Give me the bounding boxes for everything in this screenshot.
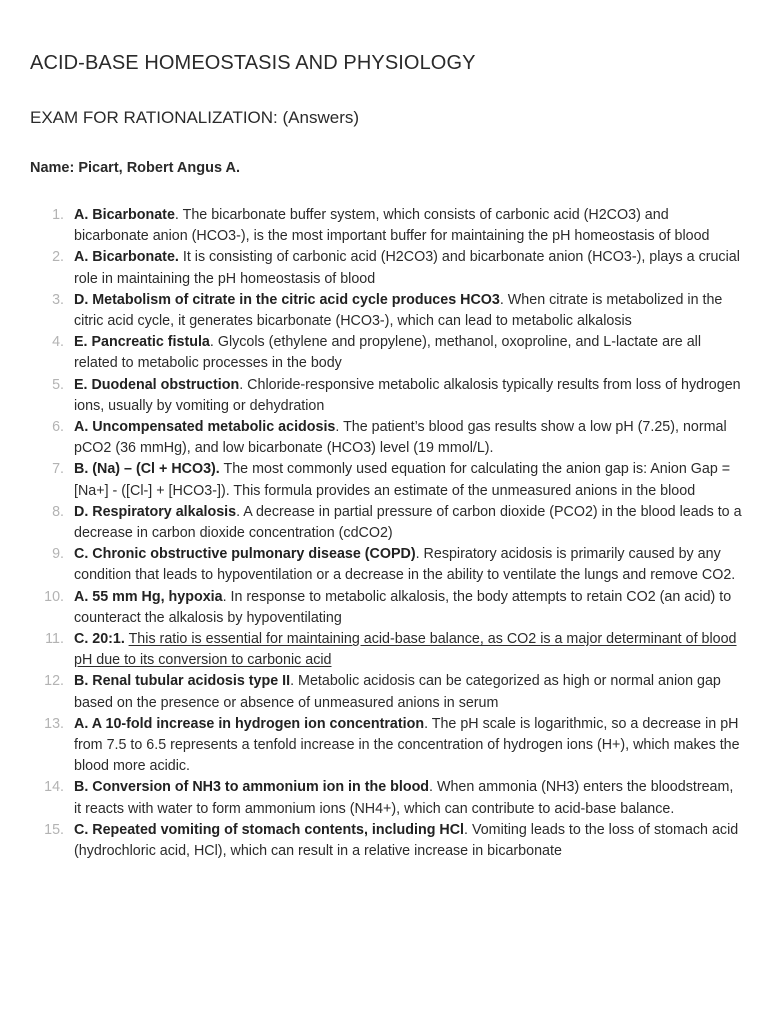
answer-item (30, 332, 742, 374)
answer-item (30, 544, 742, 586)
answer-explanation: It is consisting of carbonic acid (H2CO3) and bicarbonate anion (HCO3-), plays a crucial role in maintaining the pH homeostasis of blood (74, 249, 740, 287)
answer-explanation: . The patient’s blood gas results show a low pH (7.25), normal pCO2 (36 mmHg), and low bicarbonate (HCO3) level (19 mmol/L). (74, 419, 727, 457)
answer-item (30, 671, 742, 713)
item-number: 11. (45, 631, 64, 648)
item-number: 6. (52, 419, 64, 436)
answer-item (30, 459, 742, 501)
answer-explanation: . Vomiting leads to the loss of stomach acid (hydrochloric acid, HCl), which can result in a relative increase in bicarbonate (74, 821, 739, 860)
item-number: 1. (52, 207, 64, 223)
answer-choice: E. Pancreatic fistula (74, 334, 210, 351)
answer-explanation: . When citrate is metabolized in the citric acid cycle, it generates bicarbonate (HCO3-), which can lead to metabolic alkalosis (74, 291, 723, 330)
answer-choice: E. Duodenal obstruction (74, 376, 240, 393)
answer-item (30, 777, 742, 819)
answer-choice: C. Repeated vomiting of stomach contents, including HCl (74, 821, 465, 838)
answer-choice: A. Bicarbonate. (74, 249, 179, 266)
answer-explanation: . Glycols (ethylene and propylene), methanol, oxoproline, and L-lactate are all related to metabolic processes in the body (74, 334, 702, 372)
answer-choice: A. Bicarbonate (74, 207, 175, 223)
answer-explanation: . Chloride-responsive metabolic alkalosis typically results from loss of hydrogen ions, usually by vomiting or dehydration (74, 376, 741, 414)
item-number: 9. (52, 546, 64, 563)
answer-explanation-underlined: This ratio is essential for maintaining acid-base balance, as CO2 is a major determinant of blood pH due to its conversion to carbonic acid (74, 631, 737, 669)
item-number: 14. (44, 779, 64, 796)
answer-explanation: . When ammonia (NH3) enters the bloodstream, it reacts with water to form ammonium ions (NH4+), which can contribute to acid-base balance. (74, 779, 734, 817)
item-number: 8. (52, 503, 64, 520)
answer-choice: A. A 10-fold increase in hydrogen ion concentration (74, 715, 425, 732)
item-number: 10. (44, 588, 64, 605)
item-number: 5. (52, 376, 64, 393)
answer-item (30, 820, 742, 862)
answer-item (30, 714, 742, 778)
answer-explanation: The most commonly used equation for calculating the anion gap is: Anion Gap = [Na+] - ([Cl-] + [HCO3-]). This formula provides an estimate of the unmeasured anions in the blood (74, 461, 731, 499)
answer-choice: D. Respiratory alkalosis (74, 503, 237, 520)
answer-choice: B. Conversion of NH3 to ammonium ion in the blood (74, 779, 430, 796)
answer-item (30, 205, 742, 247)
item-number: 2. (52, 249, 64, 266)
answer-item (30, 375, 742, 417)
answer-explanation: . In response to metabolic alkalosis, the body attempts to retain CO2 (an acid) to counteract the alkalosis by hypoventilating (74, 588, 732, 626)
item-number: 7. (52, 461, 64, 478)
answer-choice: B. Renal tubular acidosis type II (74, 673, 291, 690)
item-number: 3. (52, 291, 64, 308)
item-number: 4. (52, 334, 64, 351)
item-number: 13. (44, 715, 64, 732)
document-title: ACID-BASE HOMEOSTASIS AND PHYSIOLOGY (30, 52, 476, 74)
item-number: 15. (44, 821, 64, 838)
answer-item (30, 502, 742, 544)
answer-item (30, 290, 742, 332)
answer-item (30, 587, 742, 629)
answer-item (30, 629, 742, 671)
answer-explanation: . The bicarbonate buffer system, which consists of carbonic acid (H2CO3) and bicarbonate anion (HCO3-), is the most important buffer for maintaining the pH homeostasis of blood (74, 207, 710, 245)
answer-explanation: . A decrease in partial pressure of carbon dioxide (PCO2) in the blood leads to a decrease in carbon dioxide concentration (cdCO2) (74, 503, 742, 542)
answer-explanation: . Metabolic acidosis can be categorized as high or normal anion gap based on the presence or absence of unmeasured anions in serum (74, 673, 721, 711)
student-name: Name: Picart, Robert Angus A. (30, 160, 241, 176)
answer-choice: C. Chronic obstructive pulmonary disease (COPD) (74, 546, 416, 563)
answer-explanation: . Respiratory acidosis is primarily caused by any condition that leads to hypoventilation or a decrease in the ability to ventilate the lungs and remove CO2. (74, 546, 736, 584)
answer-choice: C. 20:1. (74, 631, 125, 648)
answer-item (30, 417, 742, 459)
answer-item (30, 247, 742, 289)
answer-explanation: . The pH scale is logarithmic, so a decrease in pH from 7.5 to 6.5 represents a tenfold increase in the concentration of hydrogen ions (H+), which makes the blood more acidic. (74, 715, 740, 775)
item-number: 12. (44, 673, 64, 690)
answer-choice: A. Uncompensated metabolic acidosis (74, 419, 336, 436)
answer-list (30, 205, 742, 862)
answer-choice: B. (Na) – (Cl + HCO3). (74, 461, 220, 478)
answer-choice: D. Metabolism of citrate in the citric acid cycle produces HCO3 (74, 291, 500, 308)
document-subtitle: EXAM FOR RATIONALIZATION: (Answers) (30, 108, 360, 127)
answer-choice: A. 55 mm Hg, hypoxia (74, 588, 223, 605)
